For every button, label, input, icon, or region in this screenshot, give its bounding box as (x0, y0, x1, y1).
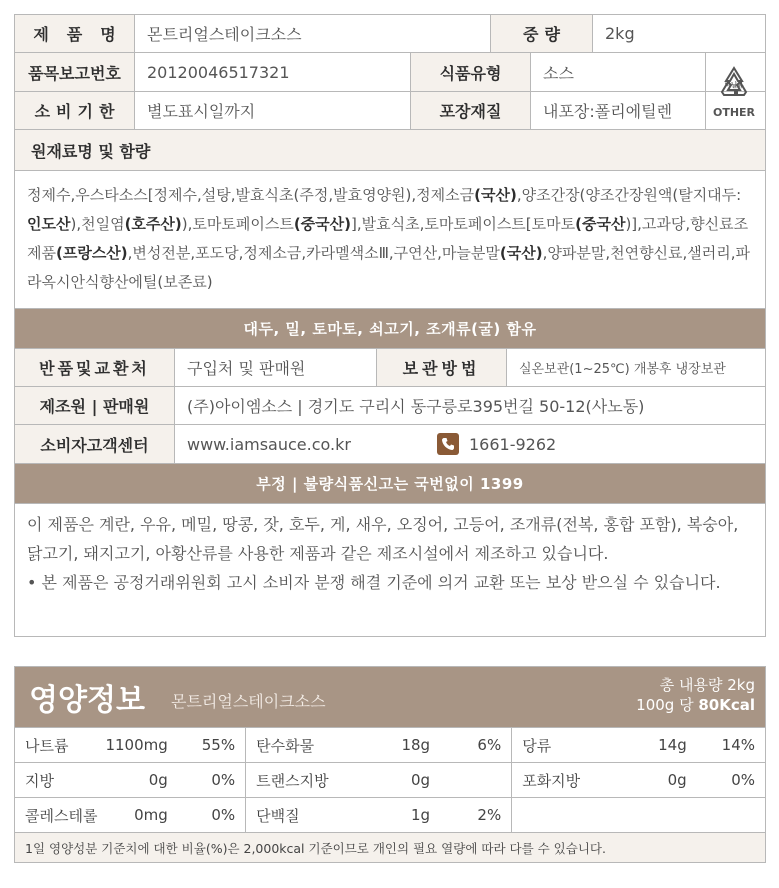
nutrition-product: 몬트리얼스테이크소스 (171, 692, 326, 711)
maker-label: 제조원 | 판매원 (15, 387, 175, 424)
packaging-value: 내포장:폴리에틸렌 (531, 92, 706, 129)
nutrient-percent (434, 763, 512, 797)
nutrient-name: 포화지방 (522, 771, 581, 790)
warning-row (15, 504, 765, 636)
row-name (15, 15, 765, 53)
nutrition-total (636, 675, 755, 715)
warning-line-2: • 본 제품은 공정거래위원회 고시 소비자 분쟁 해결 기준에 의거 교환 또는 보상 받으실 수 있습니다. (27, 573, 721, 592)
origin-text: (호주산) (124, 215, 182, 233)
nutrition-row (15, 762, 765, 797)
service-label: 소비자고객센터 (15, 425, 175, 463)
row-maker (15, 387, 765, 425)
nutrient-percent: 6% (434, 728, 512, 762)
nutrient-percent (691, 798, 765, 832)
ingredients-heading-row (15, 130, 765, 171)
nutrient-name: 당류 (522, 736, 552, 755)
packaging-label: 포장재질 (411, 92, 531, 129)
expiry-label: 소비기한 (15, 92, 135, 129)
nutrient-percent: 55% (172, 728, 246, 762)
per-serving (636, 695, 755, 715)
origin-text: (중국산 (575, 215, 626, 233)
food-type: 소스 (531, 53, 706, 91)
nutrient-name: 나트륨 (25, 736, 69, 755)
warning-text (15, 504, 765, 636)
expiry-value: 별도표시일까지 (135, 92, 411, 129)
service-url[interactable]: www.iamsauce.co.kr (187, 434, 351, 454)
origin-text: (중국산) (293, 215, 352, 233)
per-prefix: 100g 당 (636, 696, 699, 714)
nutrient-amount: 14g (658, 736, 687, 754)
recycle-mark-text: 비닐류 (724, 81, 744, 89)
nutrition-header (15, 667, 765, 727)
allergen-banner: 대두, 밀, 토마토, 쇠고기, 조개류(굴) 함유 (15, 309, 765, 348)
nutrient-amount: 0g (411, 771, 431, 789)
service-phone[interactable]: 1661-9262 (469, 434, 557, 454)
exchange-value: 구입처 및 판매원 (175, 349, 377, 386)
nutrient-percent: 0% (172, 763, 246, 797)
ingredient-text: ),천일염 (70, 215, 125, 233)
ingredient-text: ],발효식초,토마토페이스트[토마토 (351, 215, 576, 233)
nutrient-name: 지방 (25, 771, 54, 790)
nutrient-name: 탄수화물 (256, 736, 315, 755)
nutrient-percent: 0% (731, 771, 756, 789)
recycle-icon (718, 66, 750, 98)
name-label: 제품명 (15, 15, 135, 52)
nutrition-panel (14, 666, 766, 863)
nutrition-title: 영양정보 (29, 683, 145, 718)
food-type-label: 식품유형 (411, 53, 531, 91)
nutrition-row (15, 797, 765, 832)
storage-value: 실온보관(1~25℃) 개봉후 냉장보관 (519, 362, 726, 377)
exchange-label: 반품및교환처 (15, 349, 175, 386)
warning-line-1: 이 제품은 계란, 우유, 메밀, 땅콩, 잣, 호두, 게, 새우, 오징어, 고등어, 조개류(전복, 홍합 포함), 복숭아, 닭고기, 돼지고기, 아황산류를 사용한 제품과 같은 제조시설에서 제조하고 있습니다. (27, 515, 739, 563)
service-value (175, 425, 765, 463)
report-no-label: 품목보고번호 (15, 53, 135, 91)
origin-text: (국산) (499, 244, 543, 262)
recycle-label: OTHER (712, 106, 756, 119)
origin-text: (프랑스산) (55, 244, 128, 262)
nutrient-percent: 14% (721, 736, 756, 754)
origin-text: 인도산 (27, 215, 71, 233)
nutrient-percent: 2% (434, 798, 512, 832)
product-name: 몬트리얼스테이크소스 (135, 15, 491, 52)
ingredient-text: ,변성전분,포도당,정제소금,카라멜색소Ⅲ,구연산,마늘분말 (127, 244, 500, 262)
storage-label: 보관방법 (377, 349, 507, 386)
weight-value: 2kg (605, 24, 635, 43)
ingredient-text: 정제수,우스타소스[정제수,설탕,발효식초(주정,발효영양원),정제소금 (27, 186, 475, 204)
ingredients-text (15, 171, 765, 308)
ingredient-text: )],고과당,향신료조제품 (27, 215, 749, 262)
nutrient-amount: 0mg (134, 806, 168, 824)
allergen-row (15, 309, 765, 349)
kcal-value: 80Kcal (698, 696, 755, 714)
nutrient-name: 단백질 (256, 806, 300, 825)
product-info-table (14, 14, 766, 637)
ingredients-row (15, 171, 765, 309)
origin-text: (국산) (474, 186, 517, 204)
weight-label: 중량 (491, 15, 593, 52)
report-banner: 부정 | 불량식품신고는 국번없이 1399 (15, 464, 765, 503)
ingredient-text: ,양파분말,천연향신료,샐러리,파라옥시안식향산에틸(보존료) (27, 244, 751, 291)
nutrient-amount (617, 798, 691, 832)
nutrient-name (512, 798, 617, 832)
nutrient-name: 콜레스테롤 (25, 806, 98, 825)
nutrient-amount: 18g (401, 736, 431, 754)
nutrition-rows (15, 727, 765, 832)
row-exchange (15, 349, 765, 387)
report-row (15, 464, 765, 504)
nutrient-amount: 0g (667, 771, 687, 789)
nutrient-percent: 0% (172, 798, 246, 832)
recycle-mark (704, 62, 764, 128)
ingredient-text: ,양조간장(양조간장원액(탈지대두: (516, 186, 742, 204)
phone-icon (437, 433, 459, 455)
row-expiry (15, 92, 765, 130)
nutrition-footnote: 1일 영양성분 기준치에 대한 비율(%)은 2,000kcal 기준이므로 개인의 필요 열량에 따라 다를 수 있습니다. (15, 832, 765, 862)
report-no: 20120046517321 (135, 53, 411, 91)
nutrient-amount: 1100mg (105, 736, 168, 754)
nutrition-row (15, 727, 765, 762)
ingredients-heading: 원재료명 및 함량 (15, 130, 765, 170)
maker-value: (주)아이엠소스 | 경기도 구리시 동구릉로395번길 50-12(사노동) (187, 397, 645, 416)
nutrient-name: 트랜스지방 (256, 771, 329, 790)
ingredient-text: ),토마토페이스트 (181, 215, 294, 233)
total-amount: 총 내용량 2kg (659, 676, 755, 694)
nutrient-amount: 1g (411, 806, 431, 824)
row-service (15, 425, 765, 464)
row-report (15, 53, 765, 92)
nutrient-amount: 0g (148, 771, 168, 789)
